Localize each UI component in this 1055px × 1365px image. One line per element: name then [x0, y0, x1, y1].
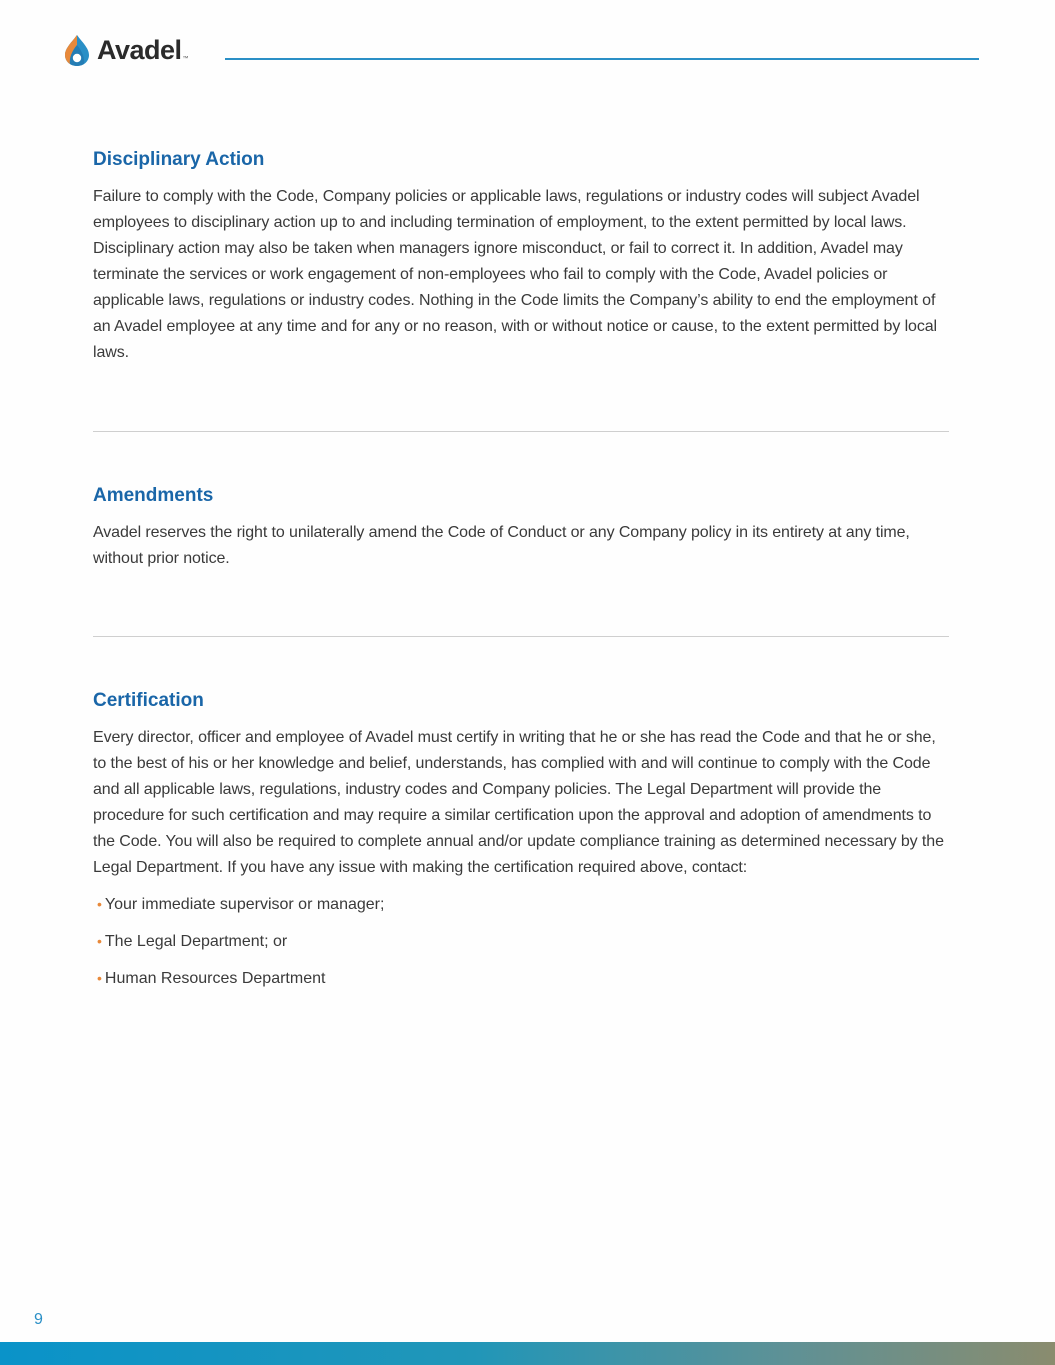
footer-gradient-bar — [0, 1342, 1055, 1365]
list-item — [93, 928, 953, 955]
certification-section — [93, 689, 953, 992]
list-item-text: Your immediate supervisor or manager; — [104, 896, 385, 913]
list-item-text: Human Resources Department — [104, 970, 326, 987]
header-rule — [225, 58, 979, 60]
bullet-icon: • — [97, 896, 102, 912]
section-divider — [93, 431, 949, 432]
disciplinary-action-section — [93, 148, 953, 366]
avadel-logo — [60, 32, 189, 68]
certification-paragraph: Every director, officer and employee of Avadel must certify in writing that he or she has read the Code and that he or she, to the best of his or her knowledge and belief, understands, has complied with and will continue to comply with the Code and all applicable laws, regulations, industry codes and Company policies. The Legal Department will provide the procedure for such certification and may require a similar certification upon the approval and adoption of amendments to the Code. You will also be required to complete annual and/or update compliance training as determined necessary by the Legal Department. If you have any issue with making the certification required above, contact: — [93, 729, 944, 876]
page-content — [93, 148, 953, 1002]
contact-list — [93, 891, 953, 992]
amendments-section — [93, 484, 953, 572]
avadel-logo-mark-icon — [60, 33, 94, 67]
bullet-icon: • — [97, 933, 102, 949]
amendments-paragraph: Avadel reserves the right to unilaterally amend the Code of Conduct or any Company policy in its entirety at any time, without prior notice. — [93, 524, 910, 567]
page-number: 9 — [34, 1311, 43, 1328]
disciplinary-action-heading: Disciplinary Action — [93, 149, 265, 170]
section-divider — [93, 636, 949, 637]
disciplinary-action-paragraph: Failure to comply with the Code, Company policies or applicable laws, regulations or industry codes will subject Avadel employees to disciplinary action up to and including termination of employment, to the extent permitted by local laws. Disciplinary action may also be taken when managers ignore misconduct, or fail to correct it. In addition, Avadel may terminate the services or work engagement of non-employees who fail to comply with the Code, Avadel policies or applicable laws, regulations or industry codes. Nothing in the Code limits the Company’s ability to end the employment of an Avadel employee at any time and for any or no reason, with or without notice or cause, to the extent permitted by local laws. — [93, 188, 937, 361]
list-item-text: The Legal Department; or — [104, 933, 288, 950]
logo-wordmark: Avadel — [97, 34, 182, 65]
amendments-heading: Amendments — [93, 485, 214, 506]
list-item — [93, 891, 953, 918]
logo-trademark: ™ — [182, 56, 189, 62]
certification-heading: Certification — [93, 690, 204, 711]
page-header — [0, 0, 1055, 80]
bullet-icon: • — [97, 970, 102, 986]
list-item — [93, 965, 953, 992]
